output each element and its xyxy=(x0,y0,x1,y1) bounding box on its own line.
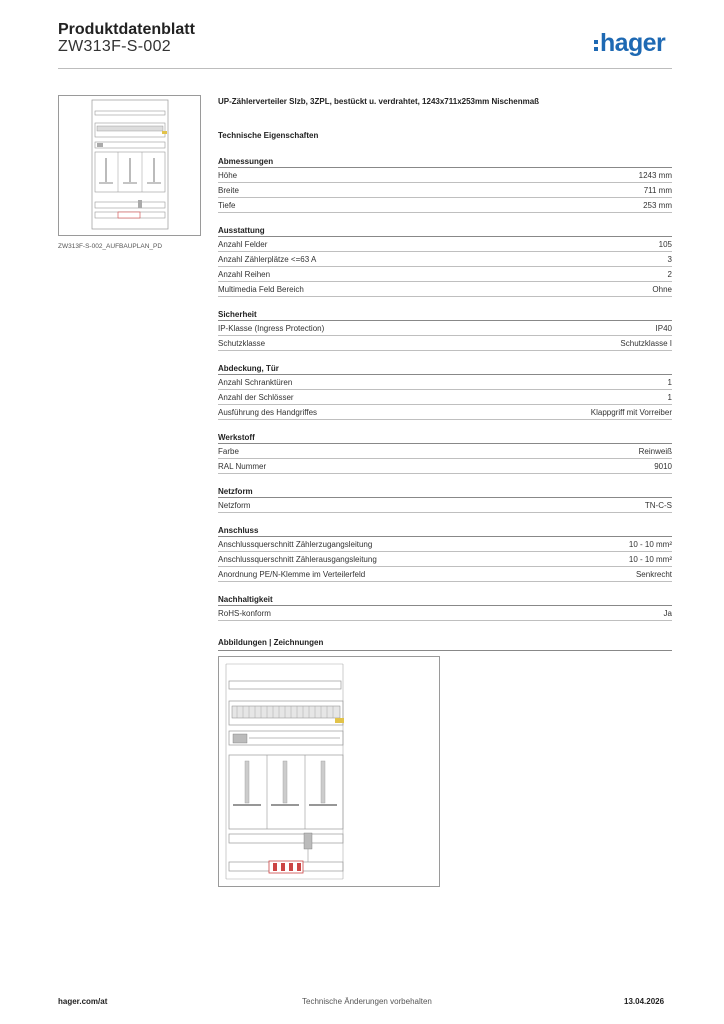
spec-value: TN-C-S xyxy=(644,501,672,510)
spec-label: RAL Nummer xyxy=(218,462,267,471)
spec-row xyxy=(218,390,672,405)
drawings-divider xyxy=(218,650,672,651)
logo-dots-icon xyxy=(594,40,598,51)
spec-value: 3 xyxy=(667,255,672,264)
cabinet-thumbnail-drawing xyxy=(59,96,200,235)
header-divider xyxy=(58,68,672,69)
cabinet-drawing xyxy=(218,656,440,887)
product-code: ZW313F-S-002 xyxy=(58,38,171,55)
spec-label: Höhe xyxy=(218,171,238,180)
logo-text: hager xyxy=(600,29,666,57)
spec-row xyxy=(218,252,672,267)
spec-row xyxy=(218,267,672,282)
spec-label: Anzahl der Schlösser xyxy=(218,393,294,402)
spec-row xyxy=(218,282,672,297)
spec-label: Anschlussquerschnitt Zählerausgangsleitung xyxy=(218,555,377,564)
spec-section-title: Ausstattung xyxy=(218,225,672,237)
spec-section-title: Abdeckung, Tür xyxy=(218,363,672,375)
spec-section xyxy=(218,156,672,213)
spec-row xyxy=(218,375,672,390)
spec-row xyxy=(218,198,672,213)
spec-section xyxy=(218,309,672,351)
spec-row xyxy=(218,606,672,621)
product-description: UP-Zählerverteiler Slzb, 3ZPL, bestückt u. verdrahtet, 1243x711x253mm Nischenmaß xyxy=(218,97,540,106)
spec-section xyxy=(218,225,672,297)
spec-label: IP-Klasse (Ingress Protection) xyxy=(218,324,325,333)
spec-row xyxy=(218,237,672,252)
spec-section xyxy=(218,363,672,420)
spec-label: Anschlussquerschnitt Zählerzugangsleitung xyxy=(218,540,373,549)
spec-value: 1 xyxy=(667,378,672,387)
spec-value: 1 xyxy=(667,393,672,402)
spec-row xyxy=(218,537,672,552)
spec-value: 1243 mm xyxy=(638,171,672,180)
spec-value: 253 mm xyxy=(643,201,672,210)
footer-website-link[interactable]: hager.com/at xyxy=(58,997,108,1006)
spec-label: Anordnung PE/N-Klemme im Verteilerfeld xyxy=(218,570,366,579)
spec-label: Anzahl Reihen xyxy=(218,270,271,279)
spec-value: Klappgriff mit Vorreiber xyxy=(590,408,672,417)
spec-section-title: Sicherheit xyxy=(218,309,672,321)
spec-value: IP40 xyxy=(655,324,672,333)
spec-row xyxy=(218,552,672,567)
spec-label: Netzform xyxy=(218,501,251,510)
spec-label: Anzahl Felder xyxy=(218,240,268,249)
spec-row xyxy=(218,498,672,513)
spec-label: Breite xyxy=(218,186,239,195)
spec-value: 10 - 10 mm² xyxy=(628,540,672,549)
spec-label: Ausführung des Handgriffes xyxy=(218,408,318,417)
footer-disclaimer: Technische Änderungen vorbehalten xyxy=(302,997,432,1006)
spec-value: Schutzklasse I xyxy=(620,339,672,348)
spec-label: Farbe xyxy=(218,447,239,456)
spec-row xyxy=(218,168,672,183)
spec-row xyxy=(218,444,672,459)
drawings-heading: Abbildungen | Zeichnungen xyxy=(218,638,324,647)
spec-section-title: Anschluss xyxy=(218,525,672,537)
spec-section-title: Werkstoff xyxy=(218,432,672,444)
thumbnail-caption: ZW313F-S-002_AUFBAUPLAN_PD xyxy=(58,243,163,250)
spec-value: Senkrecht xyxy=(635,570,672,579)
spec-label: Multimedia Feld Bereich xyxy=(218,285,304,294)
thumbnail-image xyxy=(58,95,201,236)
hager-logo xyxy=(594,29,665,58)
spec-value: 711 mm xyxy=(643,186,672,195)
spec-row xyxy=(218,321,672,336)
spec-label: Anzahl Schranktüren xyxy=(218,378,293,387)
page-title: Produktdatenblatt xyxy=(58,21,195,38)
spec-value: 9010 xyxy=(654,462,672,471)
spec-value: Reinweiß xyxy=(638,447,672,456)
spec-value: 2 xyxy=(667,270,672,279)
spec-row xyxy=(218,567,672,582)
cabinet-layout-drawing xyxy=(219,657,439,886)
specs-table xyxy=(218,156,672,633)
spec-row xyxy=(218,183,672,198)
spec-value: 10 - 10 mm² xyxy=(628,555,672,564)
spec-section xyxy=(218,486,672,513)
spec-row xyxy=(218,459,672,474)
spec-label: RoHS-konform xyxy=(218,609,271,618)
spec-section xyxy=(218,432,672,474)
spec-section-title: Abmessungen xyxy=(218,156,672,168)
technical-properties-heading: Technische Eigenschaften xyxy=(218,131,319,140)
spec-section-title: Netzform xyxy=(218,486,672,498)
spec-label: Schutzklasse xyxy=(218,339,266,348)
spec-value: Ja xyxy=(663,609,672,618)
spec-section xyxy=(218,525,672,582)
footer-date: 13.04.2026 xyxy=(624,997,665,1006)
spec-section xyxy=(218,594,672,621)
spec-value: 105 xyxy=(658,240,672,249)
spec-section-title: Nachhaltigkeit xyxy=(218,594,672,606)
spec-label: Anzahl Zählerplätze <=63 A xyxy=(218,255,317,264)
spec-row xyxy=(218,336,672,351)
spec-label: Tiefe xyxy=(218,201,236,210)
spec-row xyxy=(218,405,672,420)
spec-value: Ohne xyxy=(652,285,672,294)
